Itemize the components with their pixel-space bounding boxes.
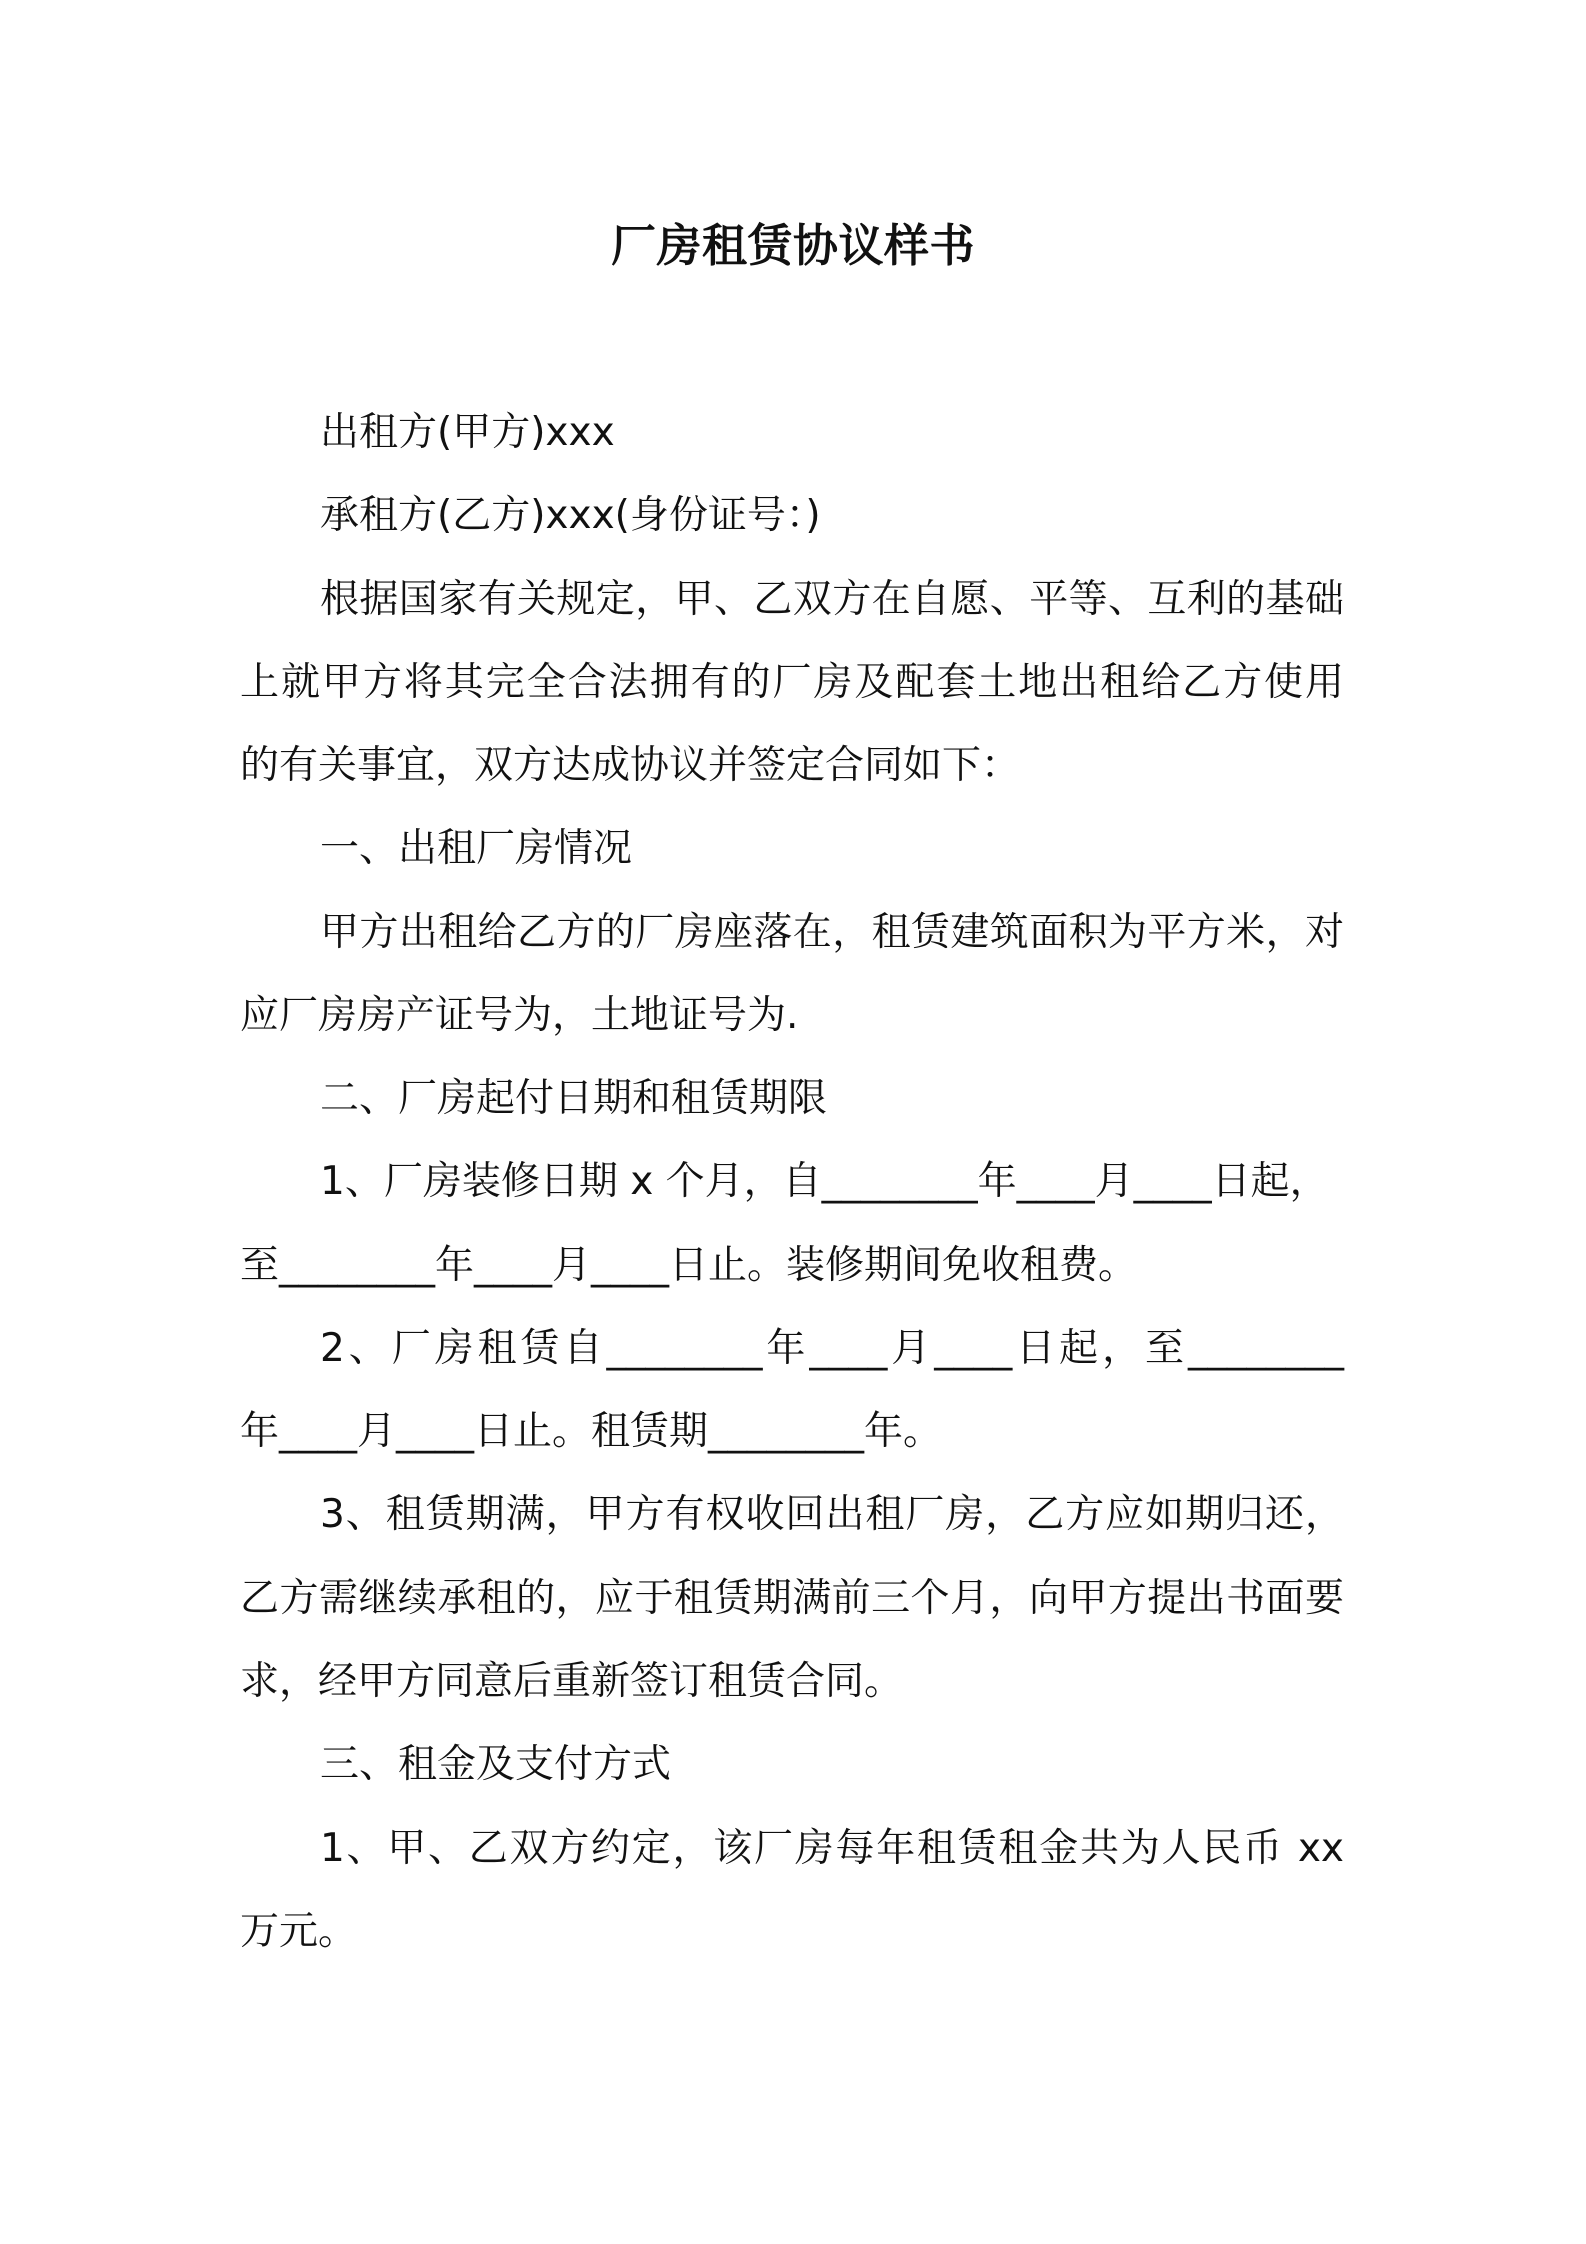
doc-line: 甲方出租给乙方的厂房座落在，租赁建筑面积为平方米，对	[320, 909, 1344, 955]
doc-line: 3、租赁期满，甲方有权收回出租厂房，乙方应如期归还，	[320, 1492, 1344, 1538]
doc-line: 1、甲、乙双方约定，该厂房每年租赁租金共为人民币 xx	[320, 1825, 1344, 1871]
doc-line: 年____月____日止。租赁期________年。	[240, 1409, 943, 1455]
clause-paragraph	[240, 1473, 1344, 1723]
doc-line: 求，经甲方同意后重新签订租赁合同。	[240, 1658, 904, 1704]
clause-paragraph	[240, 1140, 1344, 1307]
doc-line: 应厂房房产证号为，土地证号为.	[240, 992, 799, 1038]
doc-line: 2、厂房租赁自________年____月____日起，至________	[320, 1325, 1344, 1371]
lessor-paragraph	[240, 391, 1344, 474]
section-heading	[240, 1723, 1344, 1806]
clause-paragraph	[240, 1307, 1344, 1474]
doc-line: 承租方(乙方)xxx(身份证号：)	[320, 493, 821, 539]
doc-line: 根据国家有关规定，甲、乙双方在自愿、平等、互利的基础	[320, 576, 1344, 622]
doc-line: 乙方需继续承租的，应于租赁期满前三个月，向甲方提出书面要	[240, 1575, 1344, 1621]
doc-line: 1、厂房装修日期 x 个月，自________年____月____日起，	[320, 1159, 1329, 1205]
preamble-paragraph	[240, 558, 1344, 808]
document-body	[240, 391, 1344, 1973]
section-heading-text: 三、租金及支付方式	[320, 1742, 672, 1788]
clause-paragraph	[240, 891, 1344, 1058]
section-heading-text: 一、出租厂房情况	[320, 826, 633, 872]
section-heading-text: 二、厂房起付日期和租赁期限	[320, 1076, 828, 1122]
doc-line: 上就甲方将其完全合法拥有的厂房及配套土地出租给乙方使用	[240, 659, 1344, 705]
section-heading	[240, 1057, 1344, 1140]
lessee-paragraph	[240, 474, 1344, 557]
doc-line: 的有关事宜，双方达成协议并签定合同如下：	[240, 743, 1021, 789]
clause-paragraph	[240, 1807, 1344, 1974]
section-heading	[240, 807, 1344, 890]
doc-line: 出租方(甲方)xxx	[320, 410, 615, 455]
doc-line: 万元。	[240, 1908, 358, 1954]
document-title: 厂房租赁协议样书	[610, 219, 975, 272]
doc-line: 至________年____月____日止。装修期间免收租费。	[240, 1242, 1138, 1288]
